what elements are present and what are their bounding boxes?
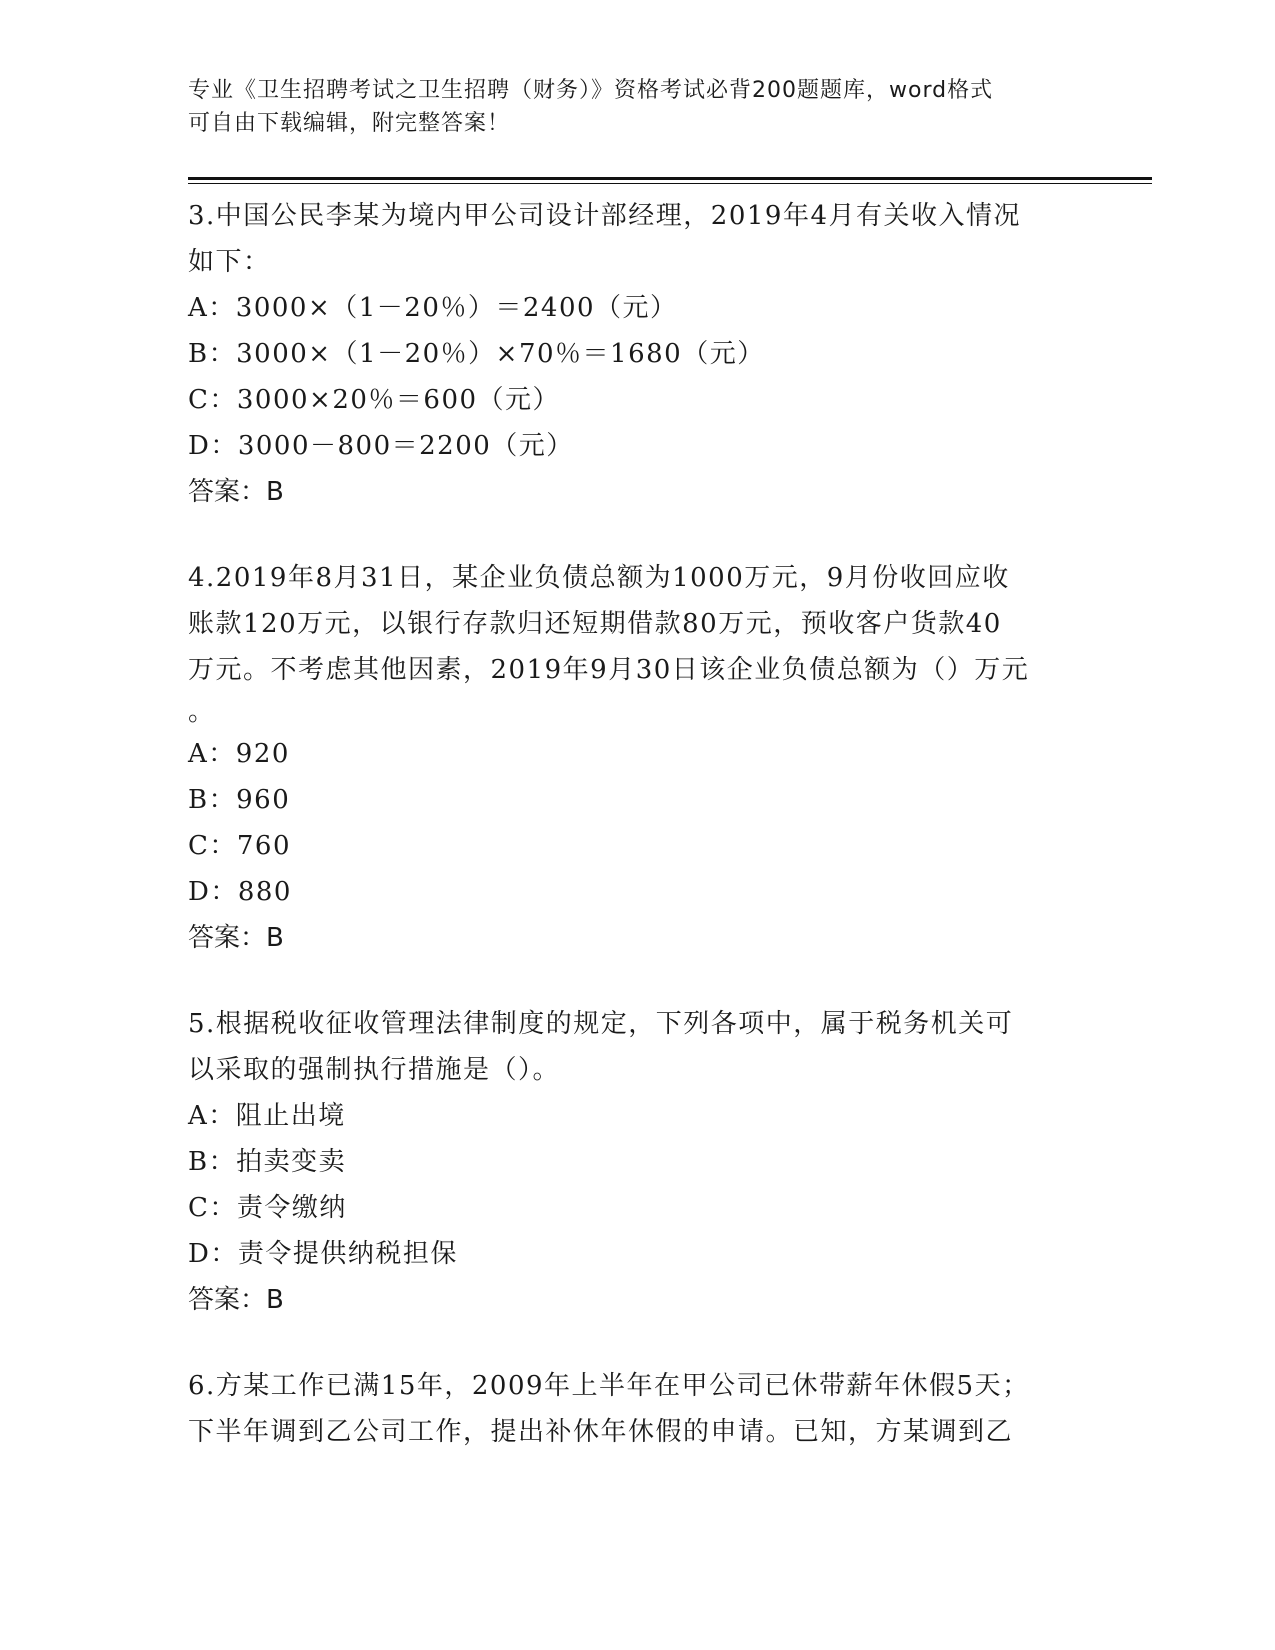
question-stem-line: 5.根据税收征收管理法律制度的规定，下列各项中，属于税务机关可	[188, 1009, 1014, 1039]
option-b: B：拍卖变卖	[188, 1147, 347, 1177]
answer-label: 答案：B	[188, 477, 284, 507]
question-4	[188, 555, 1088, 961]
option-a: A：3000×（1－20％）＝2400（元）	[188, 293, 678, 323]
option-d: D：3000－800＝2200（元）	[188, 431, 574, 461]
option-c: C：3000×20％＝600（元）	[188, 385, 561, 415]
option-c: C：760	[188, 831, 292, 861]
header-divider-thick	[188, 177, 1152, 180]
question-stem-line: 下半年调到乙公司工作，提出补休年休假的申请。已知，方某调到乙	[188, 1417, 1014, 1447]
question-stem-line: 。	[188, 697, 216, 727]
option-c: C：责令缴纳	[188, 1193, 347, 1223]
header-line-1: 专业《卫生招聘考试之卫生招聘（财务）》资格考试必背200题题库，word格式	[188, 78, 994, 103]
header-divider-thin	[188, 183, 1152, 184]
question-stem-line: 万元。不考虑其他因素，2019年9月30日该企业负债总额为（）万元	[188, 655, 1030, 685]
question-list	[188, 193, 1088, 1495]
answer-label: 答案：B	[188, 923, 284, 953]
question-5	[188, 1001, 1088, 1323]
answer-label: 答案：B	[188, 1285, 284, 1315]
option-b: B：960	[188, 785, 291, 815]
question-6	[188, 1363, 1088, 1455]
header-line-2: 可自由下载编辑，附完整答案！	[188, 111, 511, 136]
question-stem-line: 4.2019年8月31日，某企业负债总额为1000万元，9月份收回应收	[188, 563, 1010, 593]
question-stem-line: 如下：	[188, 247, 271, 277]
option-a: A：阻止出境	[188, 1101, 346, 1131]
question-3	[188, 193, 1088, 515]
question-stem-line: 以采取的强制执行措施是（）。	[188, 1055, 561, 1085]
document-header	[188, 74, 1068, 140]
option-a: A：920	[188, 739, 290, 769]
option-d: D：880	[188, 877, 292, 907]
option-b: B：3000×（1－20％）×70％＝1680（元）	[188, 339, 765, 369]
option-d: D：责令提供纳税担保	[188, 1239, 458, 1269]
question-stem-line: 账款120万元，以银行存款归还短期借款80万元，预收客户货款40	[188, 609, 1002, 639]
question-stem-line: 3.中国公民李某为境内甲公司设计部经理，2019年4月有关收入情况	[188, 201, 1022, 231]
question-stem-line: 6.方某工作已满15年，2009年上半年在甲公司已休带薪年休假5天；	[188, 1371, 1030, 1401]
